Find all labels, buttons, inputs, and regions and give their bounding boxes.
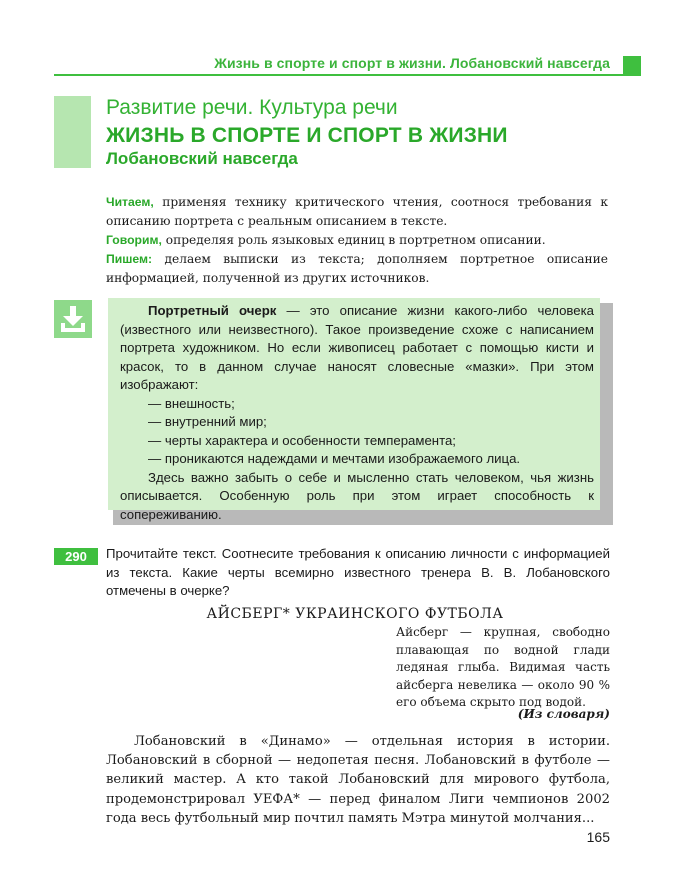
objective-text: применяя технику критического чтения, соотнося требования к описанию портрета с реальным описанием в тексте. [106, 195, 608, 228]
definition-term: Портретный очерк [148, 303, 277, 318]
list-item: — проникаются надеждами и мечтами изображаемого лица. [148, 451, 521, 466]
definition-box [108, 298, 600, 522]
article-body: Лобановский в «Динамо» — отдельная история в истории. Лобановский в сборной — недопетая песня. Лобановский в футболе — великий мастер. А кто такой Лобановский для мирового футбола, продемонстрировал УЕФА* — перед финалом Лиги чемпионов 2002 года весь футбольный мир почтил память Мэтра минутой молчания... [106, 734, 610, 826]
epigraph-source: (Из словаря) [517, 707, 610, 721]
article-title: АЙСБЕРГ* УКРАИНСКОГО ФУТБОЛА [206, 606, 504, 622]
header-rule [54, 74, 641, 76]
page-number: 165 [586, 829, 610, 845]
objective-key: Пишем: [106, 252, 153, 266]
definition-paragraph [120, 302, 594, 395]
objective-read [106, 193, 608, 231]
running-title: Жизнь в спорте и спорт в жизни. Лобановский навсегда [214, 55, 610, 71]
epigraph: Айсберг — крупная, свободно плавающая по водной глади ледяная глыба. Видимая часть айсберга невелика — около 90 % его объема скрыто под водой. [396, 625, 610, 710]
download-icon [54, 300, 92, 338]
task-text: Прочитайте текст. Соотнесите требования к описанию личности с информацией из текста. Какие черты всемирно известного тренера В. В. Лобановского отмечены в очерке? [106, 546, 610, 598]
objective-key: Читаем, [106, 195, 154, 209]
list-item: — внутренний мир; [148, 414, 267, 429]
objective-speak [106, 231, 608, 250]
closing-paragraph: Здесь важно забыть о себе и мысленно стать человеком, чья жизнь описывается. Особенную роль при этом играет способность к сопереживанию. [120, 469, 594, 522]
objective-key: Говорим, [106, 233, 162, 247]
objective-text: определяя роль языковых единиц в портретном описании. [161, 233, 546, 247]
list-item: — черты характера и особенности темперамента; [148, 432, 456, 448]
title-color-block [54, 96, 91, 168]
page-title: ЖИЗНЬ В СПОРТЕ И СПОРТ В ЖИЗНИ [106, 124, 508, 147]
header-marker [623, 56, 641, 74]
objective-text: делаем выписки из текста; дополняем портретное описание информацией, полученной из других источников. [106, 252, 608, 285]
objectives [106, 193, 608, 288]
task-number-badge: 290 [54, 548, 98, 565]
page-subtitle: Лобановский навсегда [106, 149, 298, 168]
definition-text: — это описание жизни какого-либо человека (известного или неизвестного). Такое произведение схоже с написанием портрета художником. Но если живописец работает с помощью кисти и красок, то в данном случае наносят словесные «мазки». При этом изображают: [120, 303, 595, 392]
list-item: — внешность; [148, 395, 235, 411]
section-label: Развитие речи. Культура речи [106, 96, 398, 119]
objective-write [106, 250, 608, 288]
